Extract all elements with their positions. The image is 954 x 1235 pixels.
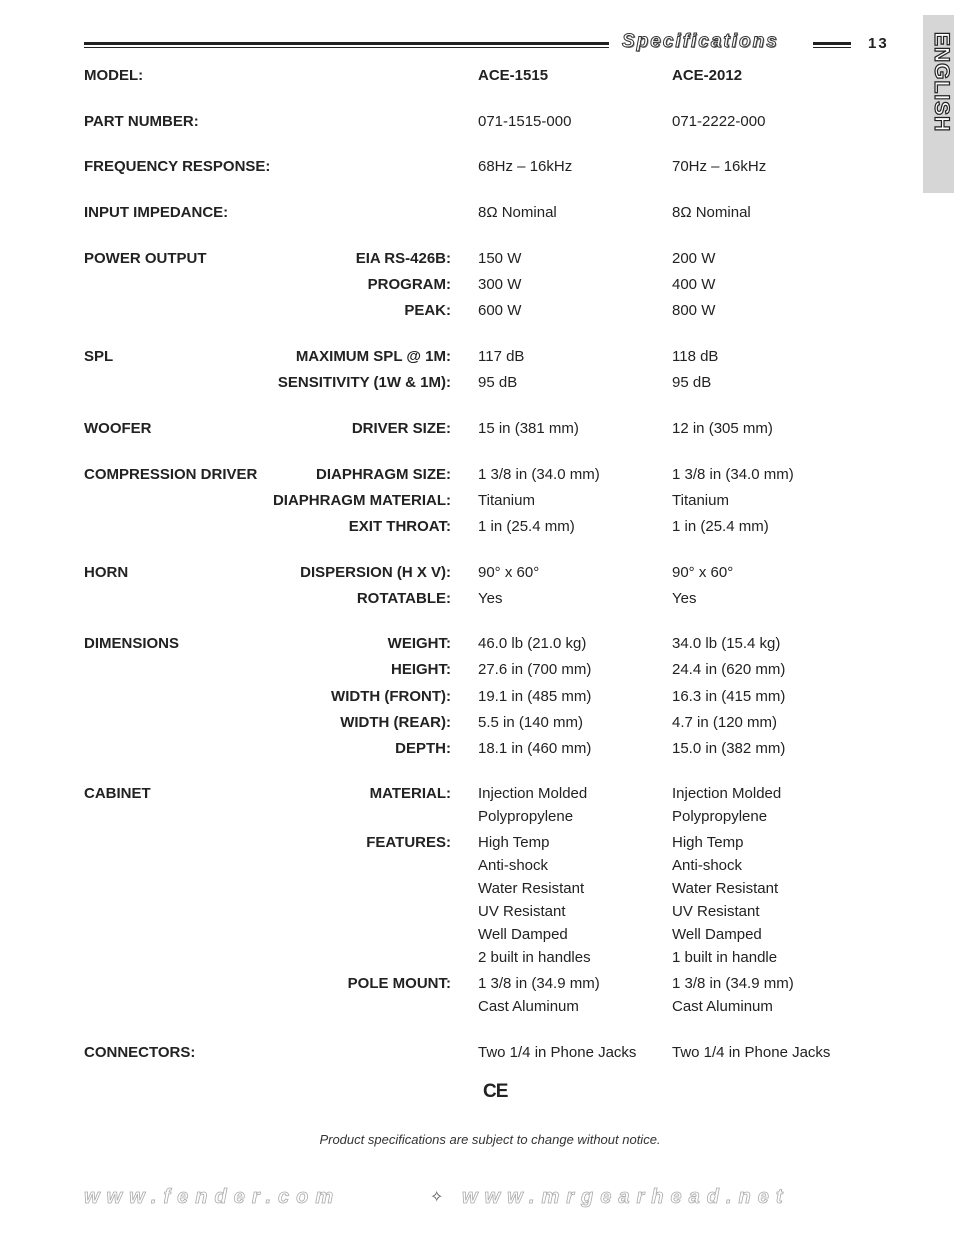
spec-sublabel: HEIGHT: (391, 661, 451, 678)
spec-label: HORN (84, 564, 129, 581)
spec-value-ace-2012: 70Hz – 16kHz (672, 158, 767, 175)
spec-label: CONNECTORS: (84, 1044, 196, 1061)
spec-value-ace-1515: 27.6 in (700 mm) (478, 661, 592, 678)
language-tab-label: ENGLISH (930, 32, 953, 133)
spec-value-ace-1515: Two 1/4 in Phone Jacks (478, 1044, 637, 1061)
spec-value-ace-1515: 46.0 lb (21.0 kg) (478, 635, 587, 652)
spec-value-ace-2012: 4.7 in (120 mm) (672, 714, 778, 731)
footer-url-mrgearhead: www.mrgearhead.net (462, 1186, 790, 1208)
spec-value-ace-1515: Injection Molded (478, 785, 588, 802)
spec-value-ace-1515: High Temp (478, 834, 550, 851)
spec-label: SPL (84, 348, 114, 365)
spec-value-ace-1515: 150 W (478, 250, 522, 267)
spec-label: FREQUENCY RESPONSE: (84, 158, 271, 175)
spec-sublabel: PROGRAM: (367, 276, 451, 293)
spec-value-ace-2012: UV Resistant (672, 903, 760, 920)
spec-value-ace-2012: 071-2222-000 (672, 113, 766, 130)
spec-value-ace-2012: 200 W (672, 250, 716, 267)
spec-value-ace-2012: Two 1/4 in Phone Jacks (672, 1044, 831, 1061)
ce-mark: CE (483, 1081, 508, 1102)
spec-label: POWER OUTPUT (84, 250, 207, 267)
spec-value-ace-2012: Titanium (672, 492, 729, 509)
spec-value-ace-2012: ACE-2012 (672, 67, 743, 84)
spec-value-ace-2012: 1 3/8 in (34.0 mm) (672, 466, 794, 483)
footer-separator: ✧ (430, 1189, 444, 1206)
spec-value-ace-2012: 12 in (305 mm) (672, 420, 773, 437)
spec-value-ace-2012: Water Resistant (672, 880, 779, 897)
spec-sublabel: EIA RS-426B: (355, 250, 451, 267)
spec-value-ace-2012: Injection Molded (672, 785, 782, 802)
spec-label: WOOFER (84, 420, 152, 437)
spec-value-ace-2012: Anti-shock (672, 857, 743, 874)
spec-label: INPUT IMPEDANCE: (84, 204, 229, 221)
spec-sublabel: DIAPHRAGM SIZE: (316, 466, 451, 483)
spec-value-ace-2012: 400 W (672, 276, 716, 293)
spec-sublabel: POLE MOUNT: (347, 975, 451, 992)
spec-sublabel: ROTATABLE: (356, 590, 451, 607)
spec-value-ace-2012: High Temp (672, 834, 744, 851)
spec-value-ace-2012: 90° x 60° (672, 564, 734, 581)
spec-sublabel: PEAK: (404, 302, 451, 319)
spec-sublabel: WIDTH (FRONT): (331, 688, 451, 705)
spec-value-ace-2012: 8Ω Nominal (672, 204, 751, 221)
spec-value-ace-1515: 2 built in handles (478, 949, 591, 966)
spec-value-ace-1515: 95 dB (478, 374, 518, 391)
spec-label: COMPRESSION DRIVER (84, 466, 258, 483)
spec-sublabel: DIAPHRAGM MATERIAL: (272, 492, 451, 509)
spec-sublabel: DEPTH: (395, 740, 451, 757)
disclaimer: Product specifications are subject to change without notice. (319, 1132, 661, 1147)
spec-value-ace-1515: 300 W (478, 276, 522, 293)
spec-value-ace-2012: 24.4 in (620 mm) (672, 661, 786, 678)
spec-value-ace-1515: Polypropylene (478, 808, 574, 825)
spec-sublabel: FEATURES: (366, 834, 451, 851)
spec-value-ace-1515: UV Resistant (478, 903, 566, 920)
spec-value-ace-2012: Well Damped (672, 926, 762, 943)
spec-value-ace-1515: 8Ω Nominal (478, 204, 557, 221)
spec-sublabel: MATERIAL: (369, 785, 451, 802)
spec-sublabel: SENSITIVITY (1W & 1M): (277, 374, 451, 391)
spec-value-ace-2012: 16.3 in (415 mm) (672, 688, 786, 705)
spec-value-ace-2012: 34.0 lb (15.4 kg) (672, 635, 781, 652)
spec-sublabel: WEIGHT: (387, 635, 451, 652)
spec-label: CABINET (84, 785, 151, 802)
page-number: 13 (868, 35, 889, 52)
spec-value-ace-1515: Titanium (478, 492, 535, 509)
spec-sublabel: MAXIMUM SPL @ 1M: (295, 348, 451, 365)
footer-url-fender: www.fender.com (84, 1186, 341, 1208)
spec-value-ace-2012: 15.0 in (382 mm) (672, 740, 786, 757)
spec-value-ace-1515: 600 W (478, 302, 522, 319)
spec-value-ace-1515: 117 dB (478, 348, 525, 365)
spec-value-ace-1515: 18.1 in (460 mm) (478, 740, 592, 757)
spec-value-ace-2012: Cast Aluminum (672, 998, 773, 1015)
spec-value-ace-1515: Yes (478, 590, 503, 607)
spec-sublabel: DISPERSION (H X V): (300, 564, 451, 581)
spec-sublabel: DRIVER SIZE: (351, 420, 451, 437)
spec-value-ace-2012: 1 3/8 in (34.9 mm) (672, 975, 794, 992)
spec-value-ace-2012: 1 in (25.4 mm) (672, 518, 769, 535)
spec-label: MODEL: (84, 67, 144, 84)
spec-value-ace-2012: 118 dB (672, 348, 719, 365)
spec-value-ace-1515: 15 in (381 mm) (478, 420, 579, 437)
spec-value-ace-1515: Water Resistant (478, 880, 585, 897)
spec-value-ace-1515: 90° x 60° (478, 564, 540, 581)
spec-value-ace-2012: Yes (672, 590, 697, 607)
spec-value-ace-1515: 071-1515-000 (478, 113, 572, 130)
spec-value-ace-2012: 95 dB (672, 374, 712, 391)
header-rule (84, 42, 609, 52)
spec-value-ace-1515: 1 3/8 in (34.9 mm) (478, 975, 600, 992)
spec-value-ace-1515: ACE-1515 (478, 67, 549, 84)
spec-value-ace-2012: Polypropylene (672, 808, 768, 825)
spec-value-ace-2012: 800 W (672, 302, 716, 319)
header-rule-short (813, 42, 851, 52)
spec-sublabel: EXIT THROAT: (348, 518, 451, 535)
section-title: Specifications (622, 31, 779, 52)
spec-value-ace-1515: 1 in (25.4 mm) (478, 518, 575, 535)
spec-value-ace-1515: Anti-shock (478, 857, 549, 874)
spec-value-ace-1515: 1 3/8 in (34.0 mm) (478, 466, 600, 483)
spec-label: PART NUMBER: (84, 113, 199, 130)
spec-value-ace-1515: 68Hz – 16kHz (478, 158, 573, 175)
spec-value-ace-1515: 19.1 in (485 mm) (478, 688, 592, 705)
spec-value-ace-1515: Well Damped (478, 926, 568, 943)
spec-sublabel: WIDTH (REAR): (340, 714, 451, 731)
spec-value-ace-1515: 5.5 in (140 mm) (478, 714, 584, 731)
spec-value-ace-1515: Cast Aluminum (478, 998, 579, 1015)
spec-value-ace-2012: 1 built in handle (672, 949, 778, 966)
spec-label: DIMENSIONS (84, 635, 180, 652)
